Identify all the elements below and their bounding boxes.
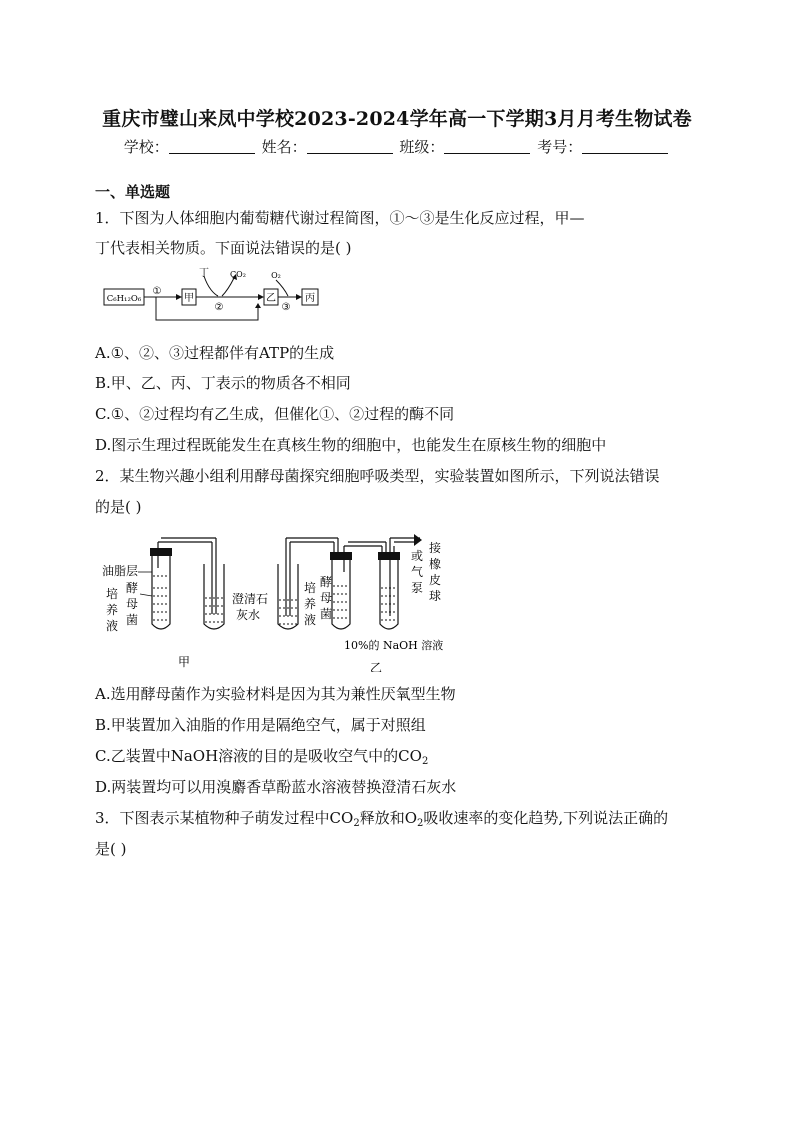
q3-stem-part1: 3．下图表示某植物种子萌发过程中CO xyxy=(95,809,354,827)
o2-label: O₂ xyxy=(271,271,281,280)
school-blank[interactable] xyxy=(169,139,255,154)
q3-stem-part2: 释放和O xyxy=(359,809,418,827)
class-blank[interactable] xyxy=(444,139,530,154)
limewater-label-1: 澄清石 xyxy=(232,592,269,606)
pump-label-6: 气 xyxy=(411,565,424,579)
step3-label: ③ xyxy=(281,302,291,313)
q1-stem-line1: 1．下图为人体细胞内葡萄糖代谢过程简图，①～③是生化反应过程，甲— xyxy=(95,209,585,227)
limewater-label-2: 灰水 xyxy=(236,608,261,622)
q1-option-d: D.图示生理过程既能发生在真核生物的细胞中，也能发生在原核生物的细胞中 xyxy=(95,436,607,454)
ding-label: 丁 xyxy=(199,268,209,279)
q1-metabolism-diagram xyxy=(100,266,330,332)
q2-option-c xyxy=(95,745,428,767)
pump-label-3: 皮 xyxy=(429,573,442,587)
student-info-row xyxy=(0,136,794,157)
q2-option-b: B.甲装置加入油脂的作用是隔绝空气，属于对照组 xyxy=(95,716,426,734)
yeast-label-4: 酵 xyxy=(320,575,333,589)
oil-layer-label: 油脂层 xyxy=(102,564,139,578)
naoh-label: 10%的 NaOH 溶液 xyxy=(344,639,444,652)
yeast-label-5: 母 xyxy=(320,591,333,605)
exam-no-blank[interactable] xyxy=(582,139,668,154)
q2-option-a: A.选用酵母菌作为实验材料是因为其为兼性厌氧型生物 xyxy=(95,685,456,703)
page-title: 重庆市璧山来凤中学校2023-2024学年高一下学期3月月考生物试卷 xyxy=(102,108,692,130)
pump-label-5: 或 xyxy=(411,549,424,563)
name-blank[interactable] xyxy=(307,139,393,154)
class-label: 班级： xyxy=(399,138,445,156)
q1-stem-line2: 丁代表相关物质。下面说法错误的是( ) xyxy=(95,239,352,257)
q2-option-d: D.两装置均可以用溴麝香草酚蓝水溶液替换澄清石灰水 xyxy=(95,778,457,796)
exam-no-label: 考号： xyxy=(537,138,583,156)
step2-label: ② xyxy=(214,302,224,313)
jia-label: 甲 xyxy=(184,293,194,304)
q1-option-c: C.①、②过程均有乙生成，但催化①、②过程的酶不同 xyxy=(95,405,455,423)
q2-stem-line1: 2．某生物兴趣小组利用酵母菌探究细胞呼吸类型，实验装置如图所示，下列说法错误 xyxy=(95,467,660,485)
q2-apparatus-figure xyxy=(100,524,450,676)
yeast-label-3: 菌 xyxy=(126,613,139,627)
yeast-label-2: 母 xyxy=(126,597,139,611)
q3-stem-sub1: 2 xyxy=(353,818,360,829)
culture-label-3: 液 xyxy=(106,619,119,633)
q3-stem-line1 xyxy=(95,807,668,829)
yi-apparatus-label: 乙 xyxy=(370,661,383,672)
bing-label: 丙 xyxy=(305,293,315,304)
pump-label-7: 泵 xyxy=(411,581,424,595)
pump-label-2: 橡 xyxy=(429,557,442,571)
yeast-label-1: 酵 xyxy=(126,581,139,595)
q2-option-c-text: C.乙装置中NaOH溶液的目的是吸收空气中的CO xyxy=(95,747,422,765)
q1-option-b: B.甲、乙、丙、丁表示的物质各不相同 xyxy=(95,374,351,392)
jia-apparatus-label: 甲 xyxy=(178,655,191,669)
q3-stem-line2: 是( ) xyxy=(95,840,127,858)
q2-stem-line2: 的是( ) xyxy=(95,498,142,516)
glucose-label: C₆H₁₂O₆ xyxy=(106,294,142,304)
school-label: 学校： xyxy=(123,138,169,156)
pump-label-1: 接 xyxy=(429,541,442,555)
culture-label-6: 液 xyxy=(304,613,317,627)
culture-label-1: 培 xyxy=(106,587,119,601)
yeast-label-6: 菌 xyxy=(320,607,333,621)
co2-label: CO₂ xyxy=(230,270,246,279)
culture-label-4: 培 xyxy=(304,581,317,595)
culture-label-2: 养 xyxy=(106,603,119,617)
yi-label: 乙 xyxy=(266,293,276,304)
section-heading: 一、单选题 xyxy=(95,183,171,201)
name-label: 姓名： xyxy=(261,138,307,156)
pump-label-4: 球 xyxy=(429,589,442,603)
culture-label-5: 养 xyxy=(304,597,317,611)
q3-stem-part3: 吸收速率的变化趋势,下列说法正确的 xyxy=(423,809,669,827)
q3-stem-sub2: 2 xyxy=(417,818,424,829)
step1-label: ① xyxy=(152,286,162,297)
q1-option-a: A.①、②、③过程都伴有ATP的生成 xyxy=(95,344,335,362)
q2-option-c-subscript: 2 xyxy=(421,756,429,767)
